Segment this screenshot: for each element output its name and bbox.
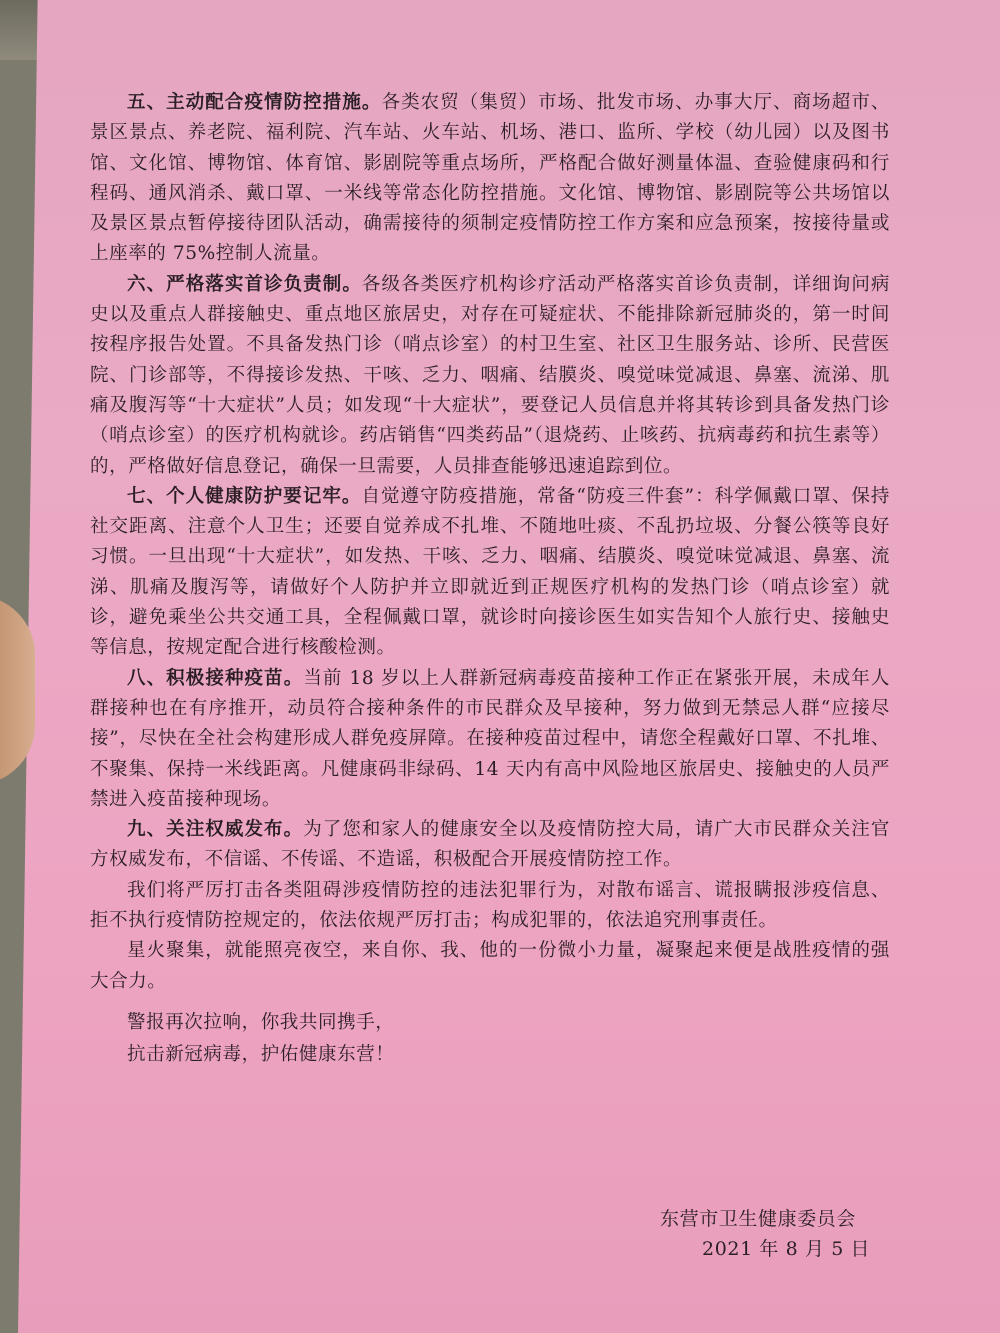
closing-paragraph-warning: 我们将严厉打击各类阻碍涉疫情防控的违法犯罪行为，对散布谣言、谎报瞒报涉疫信息、拒不执行疫情防控规定的，依法依规严厉打击；构成犯罪的，依法追究刑事责任。 [90, 879, 890, 932]
section-heading: 七、个人健康防护要记牢。 [127, 485, 362, 507]
slogan-block [90, 1007, 890, 1071]
section-6 [90, 270, 890, 482]
section-heading: 八、积极接种疫苗。 [127, 667, 304, 689]
section-heading: 六、严格落实首诊负责制。 [127, 273, 362, 295]
section-text: 各类农贸（集贸）市场、批发市场、办事大厅、商场超市、景区景点、养老院、福利院、汽车站、火车站、机场、港口、监所、学校（幼儿园）以及图书馆、文化馆、博物馆、体育馆、影剧院等重点场所，严格配合做好测量体温、查验健康码和行程码、通风消杀、戴口罩、一米线等常态化防控措施。文化馆、博物馆、影剧院等公共场馆以及景区景点暂停接待团队活动，确需接待的须制定疫情防控工作方案和应急预案，按接待量或上座率的 75%控制人流量。 [90, 92, 890, 265]
notice-body [90, 88, 890, 1071]
section-7 [90, 482, 890, 664]
slogan-line: 抗击新冠病毒，护佑健康东营！ [127, 1043, 395, 1065]
section-9 [90, 815, 890, 876]
slogan-line: 警报再次拉响，你我共同携手， [127, 1011, 395, 1033]
section-text: 自觉遵守防疫措施，常备“防疫三件套”：科学佩戴口罩、保持社交距离、注意个人卫生；还要自觉养成不扎堆、不随地吐痰、不乱扔垃圾、分餐公筷等良好习惯。一旦出现“十大症状”，如发热、干咳、乏力、咽痛、结膜炎、嗅觉味觉减退、鼻塞、流涕、肌痛及腹泻等，请做好个人防护并立即就近到正规医疗机构的发热门诊（哨点诊室）就诊，避免乘坐公共交通工具，全程佩戴口罩，就诊时向接诊医生如实告知个人旅行史、接触史等信息，按规定配合进行核酸检测。 [90, 485, 891, 659]
signature-block [660, 1204, 900, 1264]
issue-date: 2021 年 8 月 5 日 [702, 1238, 871, 1260]
section-8 [90, 664, 890, 815]
section-heading: 九、关注权威发布。 [127, 819, 304, 841]
section-text: 当前 18 岁以上人群新冠病毒疫苗接种工作正在紧张开展，未成年人群接种也在有序推开，动员符合接种条件的市民群众及早接种，努力做到无禁忌人群“应接尽接”，尽快在全社会构建形成人群免疫屏障。在接种疫苗过程中，请您全程戴好口罩、不扎堆、不聚集、保持一米线距离。凡健康码非绿码、14 天内有高中风险地区旅居史、接触史的人员严禁进入疫苗接种现场。 [90, 667, 890, 810]
section-5 [90, 88, 890, 270]
section-text: 各级各类医疗机构诊疗活动严格落实首诊负责制，详细询问病史以及重点人群接触史、重点地区旅居史，对存在可疑症状、不能排除新冠肺炎的，第一时间按程序报告处置。不具备发热门诊（哨点诊室）的村卫生室、社区卫生服务站、诊所、民营医院、门诊部等，不得接诊发热、干咳、乏力、咽痛、结膜炎、嗅觉味觉减退、鼻塞、流涕、肌痛及腹泻等“十大症状”人员；如发现“十大症状”，要登记人员信息并将其转诊到具备发热门诊（哨点诊室）的医疗机构就诊。药店销售“四类药品”（退烧药、止咳药、抗病毒药和抗生素等）的，严格做好信息登记，确保一旦需要，人员排查能够迅速追踪到位。 [90, 273, 891, 477]
issuing-organization: 东营市卫生健康委员会 [660, 1208, 857, 1230]
section-text: 为了您和家人的健康安全以及疫情防控大局，请广大市民群众关注官方权威发布，不信谣、不传谣、不造谣，积极配合开展疫情防控工作。 [90, 819, 890, 871]
closing-paragraph-unity: 星火聚集，就能照亮夜空，来自你、我、他的一份微小力量，凝聚起来便是战胜疫情的强大合力。 [90, 940, 890, 992]
section-heading: 五、主动配合疫情防控措施。 [127, 92, 382, 113]
